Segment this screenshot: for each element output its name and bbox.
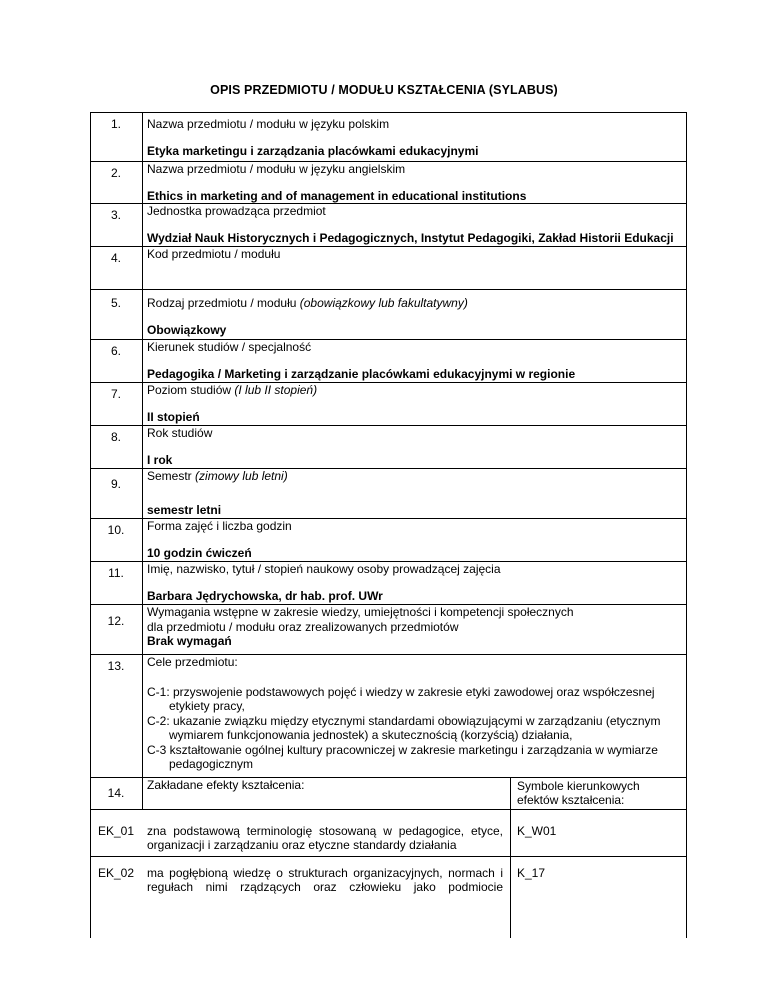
- row-7-cell: [147, 383, 682, 424]
- row-number: 11.: [108, 566, 124, 580]
- effect-text: organizacji i zarządzaniu oraz etyczne standardy działania: [147, 838, 457, 853]
- effect-text: zna podstawową terminologię stosowaną w pedagogice, etyce,: [147, 824, 503, 838]
- field-label: Wymagania wstępne w zakresie wiedzy, umiejętności i kompetencji społecznych: [147, 605, 574, 619]
- field-label: Rodzaj przedmiotu / modułu: [147, 296, 297, 310]
- row-number: 8.: [110, 430, 121, 444]
- field-label: Forma zajęć i liczba godzin: [147, 519, 292, 533]
- row-divider: [90, 809, 687, 810]
- goal-text: C-3 kształtowanie ogólnej kultury pracowniczej w zakresie marketingu i zarządzania w wymiarze: [147, 742, 658, 757]
- field-label: Imię, nazwisko, tytuł / stopień naukowy osoby prowadzącej zajęcia: [147, 562, 501, 576]
- goal-text: wymiarem funkcjonowania jednostek) a skutecznością (korzyścią) działania,: [169, 728, 573, 743]
- symbols-header-line: efektów kształcenia:: [517, 793, 625, 808]
- field-label-note: (zimowy lub letni): [195, 469, 288, 483]
- row-3-cell: [147, 204, 682, 245]
- field-label: Jednostka prowadząca przedmiot: [147, 204, 326, 218]
- row-2-cell: [147, 162, 682, 203]
- row-number: 1.: [110, 117, 121, 131]
- course-name-pl: Etyka marketingu i zarządzania placówkami edukacyjnymi: [147, 143, 479, 158]
- row-13-cell: [147, 655, 682, 670]
- course-goals: [147, 685, 687, 771]
- effect-symbol: K_W01: [517, 824, 557, 838]
- goal-text: C-1: przyswojenie podstawowych pojęć i wiedzy w zakresie etyki zawodowej oraz współczesnej: [147, 685, 655, 699]
- effect-description: [147, 866, 503, 895]
- study-level: II stopień: [147, 409, 200, 424]
- row-divider: [90, 112, 687, 113]
- goal-text: pedagogicznym: [169, 757, 254, 772]
- field-label: Kierunek studiów / specjalność: [147, 340, 312, 354]
- effect-text: regułach nimi rządzących oraz człowieku jako podmiocie: [147, 880, 503, 895]
- row-14-cell: [147, 778, 497, 793]
- row-8-cell: [147, 426, 682, 467]
- symbols-header: [517, 779, 682, 808]
- row-number: 9.: [110, 477, 121, 491]
- effect-code: EK_01: [97, 824, 135, 838]
- field-label: Nazwa przedmiotu / modułu w języku polskim: [147, 117, 390, 131]
- row-divider: [90, 289, 687, 290]
- field-label: Semestr: [147, 469, 192, 483]
- row-number: 2.: [110, 166, 121, 180]
- field-label: Cele przedmiotu:: [147, 655, 238, 669]
- row-number: 3.: [110, 208, 121, 222]
- goal-item: [147, 714, 687, 743]
- row-number: 12.: [107, 614, 125, 628]
- field-label: Poziom studiów: [147, 383, 232, 397]
- class-form-hours: 10 godzin ćwiczeń: [147, 545, 252, 560]
- row-10-cell: [147, 519, 682, 560]
- semester: semestr letni: [147, 502, 222, 517]
- row-1-cell: [147, 117, 682, 158]
- goal-text: C-2: ukazanie związku między etycznymi standardami obowiązującymi w zarządzaniu (etycznym: [147, 713, 661, 728]
- number-column-divider: [142, 112, 143, 809]
- field-label: Rok studiów: [147, 426, 213, 440]
- row-5-cell: [147, 296, 682, 337]
- row-number: 14.: [107, 786, 125, 800]
- field-label: dla przedmiotu / modułu oraz zrealizowanych przedmiotów: [147, 619, 459, 634]
- field-label: Nazwa przedmiotu / modułu w języku angielskim: [147, 162, 406, 176]
- goal-text: etykiety pracy,: [169, 699, 245, 714]
- teaching-unit: Wydział Nauk Historycznych i Pedagogicznych, Instytut Pedagogiki, Zakład Historii Edukacji: [147, 230, 674, 245]
- instructor: Barbara Jędrychowska, dr hab. prof. UWr: [147, 588, 383, 603]
- course-type: Obowiązkowy: [147, 322, 227, 337]
- field-label: Zakładane efekty kształcenia:: [147, 778, 305, 792]
- course-name-en: Ethics in marketing and of management in educational institutions: [147, 188, 527, 203]
- row-6-cell: [147, 340, 682, 381]
- row-4-cell: [147, 247, 682, 262]
- symbols-header-line: Symbole kierunkowych: [517, 779, 640, 793]
- table-border-right: [686, 112, 687, 938]
- row-divider: [90, 856, 687, 857]
- row-number: 5.: [110, 296, 121, 310]
- effect-code: EK_02: [97, 866, 135, 880]
- row-number: 13.: [107, 659, 125, 673]
- row-number: 7.: [110, 387, 121, 401]
- row-11-cell: [147, 562, 682, 603]
- goal-item: [147, 685, 687, 714]
- study-year: I rok: [147, 452, 173, 467]
- effect-text: ma pogłębioną wiedzę o strukturach organizacyjnych, normach i: [147, 866, 503, 880]
- row-number: 6.: [110, 344, 121, 358]
- field-label: Kod przedmiotu / modułu: [147, 247, 281, 261]
- row-12-cell: [147, 605, 682, 649]
- document-title: OPIS PRZEDMIOTU / MODUŁU KSZTAŁCENIA (SYLABUS): [210, 83, 558, 97]
- field-label-note: (obowiązkowy lub fakultatywny): [299, 296, 468, 310]
- row-number: 10.: [107, 523, 125, 537]
- field-label-note: (I lub II stopień): [234, 383, 318, 397]
- effect-symbol: K_17: [517, 866, 546, 880]
- prerequisites: Brak wymagań: [147, 634, 232, 649]
- symbols-column-divider: [510, 777, 511, 938]
- effect-description: [147, 824, 503, 853]
- row-9-cell: [147, 469, 682, 517]
- row-number: 4.: [110, 251, 121, 265]
- field-of-study: Pedagogika / Marketing i zarządzanie placówkami edukacyjnymi w regionie: [147, 366, 576, 381]
- goal-item: [147, 743, 687, 772]
